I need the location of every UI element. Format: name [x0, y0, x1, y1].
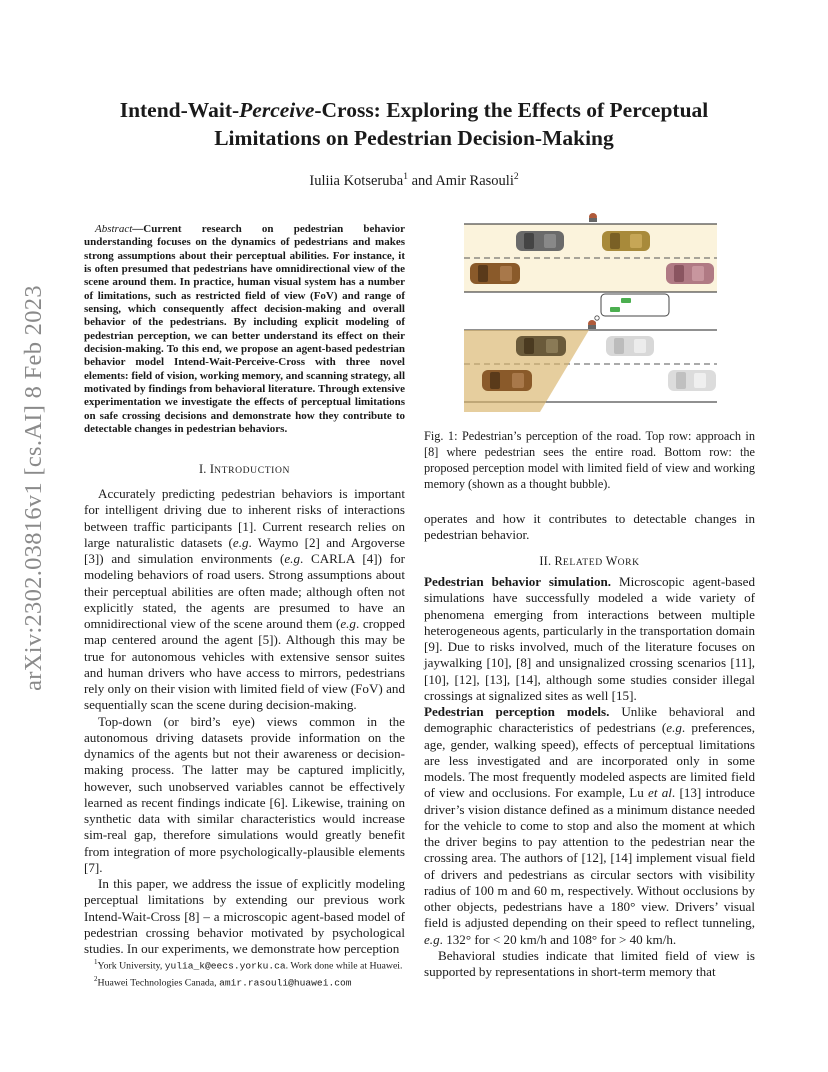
arxiv-watermark: arXiv:2302.03816v1 [cs.AI] 8 Feb 2023 [20, 284, 47, 691]
car-icon [606, 336, 654, 356]
related-paragraph-3: Behavioral studies indicate that limited field of view is supported by representations in short-term memory that [424, 947, 755, 979]
thought-bubble [593, 294, 670, 325]
car-icon [482, 370, 532, 391]
related-paragraph-1: Pedestrian behavior simulation. Microscopic agent-based simulations have successfully modeled a wide variety of phenomena emerging from interactions between multiple heterogeneous agents, particularly in the transportation domain [9]. Due to risks involved, much of the literature focuses on jaywalking [10], [8] and unsignalized crossing scenarios [11], [10], [12], [13], [14], although some studies consider illegal crossings at signalized sites as well [15]. [424, 574, 755, 703]
intro-paragraph-3: In this paper, we address the issue of explicitly modeling perceptual limitations by extending our previous work Intend-Wait-Cross [8] – a microscopic agent-based model of pedestrian crossing behavior motivated by psychological studies. In our experiments, we demonstrate how perception [84, 876, 405, 956]
paper-title: Intend-Wait-Perceive-Cross: Exploring the Effects of Perceptual Limitations on Pedestrian Decision-Making [119, 98, 709, 150]
intro-paragraph-1: Accurately predicting pedestrian behaviors is important for intelligent driving due to inherent risks of interactions between traffic participants [1]. Current research relies on large naturalistic datasets (e.g. Waymo [2] and Argoverse [3]) and simulation environments (e.g. CARLA [4]) for modeling behaviors of road users. Strong assumptions about their perceptual abilities are often made; although often not explicitly stated, the agents are presumed to have an omnidirectional view of the scene around them (e.g. cropped map centered around the agent [5]). Although this may be true for autonomous vehicles with extensive sensor suites and human drivers who have access to mirrors, pedestrians rely only on their vision with limited field of view (FoV) and sequentially scan the scene during decision-making. [84, 486, 405, 713]
related-paragraph-2: Pedestrian perception models. Unlike behavioral and demographic characteristics of pedestrians (e.g. preferences, age, gender, walking speed), effects of perceptual limitations are less investigated and are incorporated only in some models. The most frequently modeled aspects are limited field of view and occlusions. For example, Lu et al. [13] introduce driver’s vision distance defined as a minimum distance needed for the vehicle to come to stop and also the moment at which the driver begins to pay attention to the pedestrian near the crossing area. The authors of [12], [14] implement visual field of drivers and pedestrians as circular sectors with visibility radius of 100 m and 60 m, respectively. Without occlusions by other objects, pedestrians have a 180° view. Drivers’ visual field is adjusted depending on their speed to reflect tunneling, e.g. 132° for < 20 km/h and 108° for > 40 km/h. [424, 704, 755, 947]
pedestrian-icon [588, 320, 596, 329]
car-icon [516, 336, 566, 356]
car-icon [602, 231, 650, 251]
related-work-body [424, 574, 755, 980]
car-icon [470, 263, 520, 284]
car-icon [668, 370, 716, 391]
pedestrian-icon [589, 213, 597, 222]
intro-continuation: operates and how it contributes to detectable changes in pedestrian behavior. [424, 511, 755, 543]
footnotes: $^1$York University, yulia_k@eecs.yorku.ca. Work done while at Huawei. $^2$Huawei Technologies Canada, amir.rasouli@huawei.com [94, 958, 403, 988]
introduction-body [84, 486, 405, 957]
figure-pedestrian-perception [464, 212, 717, 412]
section-heading-introduction: I. INTRODUCTION [198, 462, 291, 476]
car-icon [666, 263, 714, 284]
figure-caption: Fig. 1: Pedestrian’s perception of the road. Top row: approach in [8] where pedestrian sees the entire road. Bottom row: the proposed perception model with limited field of view and working memory (shown as a thought bubble). [424, 429, 755, 491]
section-heading-related-work: II. RELATED WORK [539, 554, 640, 568]
authors: Iuliia Kotseruba$^1$ and Amir Rasouli$^2$ [309, 172, 519, 189]
car-icon [516, 231, 564, 251]
abstract: Abstract—Current research on pedestrian behavior understanding focuses on the dynamics of pedestrians and makes strong assumptions about their perceptual abilities. For instance, it is often presumed that pedestrians have omnidirectional view of the scene around them. In practice, human visual system has a number of limitations, such as restricted field of view (FoV) and range of sensing, which consequently affect decision-making and overall behavior of the pedestrians. By including explicit modeling of pedestrian perception, we can better understand its effect on their decision-making. To this end, we propose an agent-based pedestrian behavior model Intend-Wait-Perceive-Cross with three novel elements: field of vision, working memory, and scanning strategy, all motivated by findings from behavioral literature. Through extensive experimentation we investigate the effects of perceptual limitations on safe crossing decisions and demonstrate how they contribute to detectable changes in pedestrian behaviors. [84, 223, 405, 436]
intro-paragraph-2: Top-down (or bird’s eye) views common in the autonomous driving datasets provide information on the dynamics of the agents but not their awareness or decision-making process. The latter may be captured implicitly, however, such unobserved variables cannot be effectively learned as recent findings indicate [6]. Likewise, training on synthetic data with similar characteristics would increase sim-real gap, therefore simulations would greatly benefit from integration of more psychologically-plausible elements [7]. [84, 713, 405, 875]
